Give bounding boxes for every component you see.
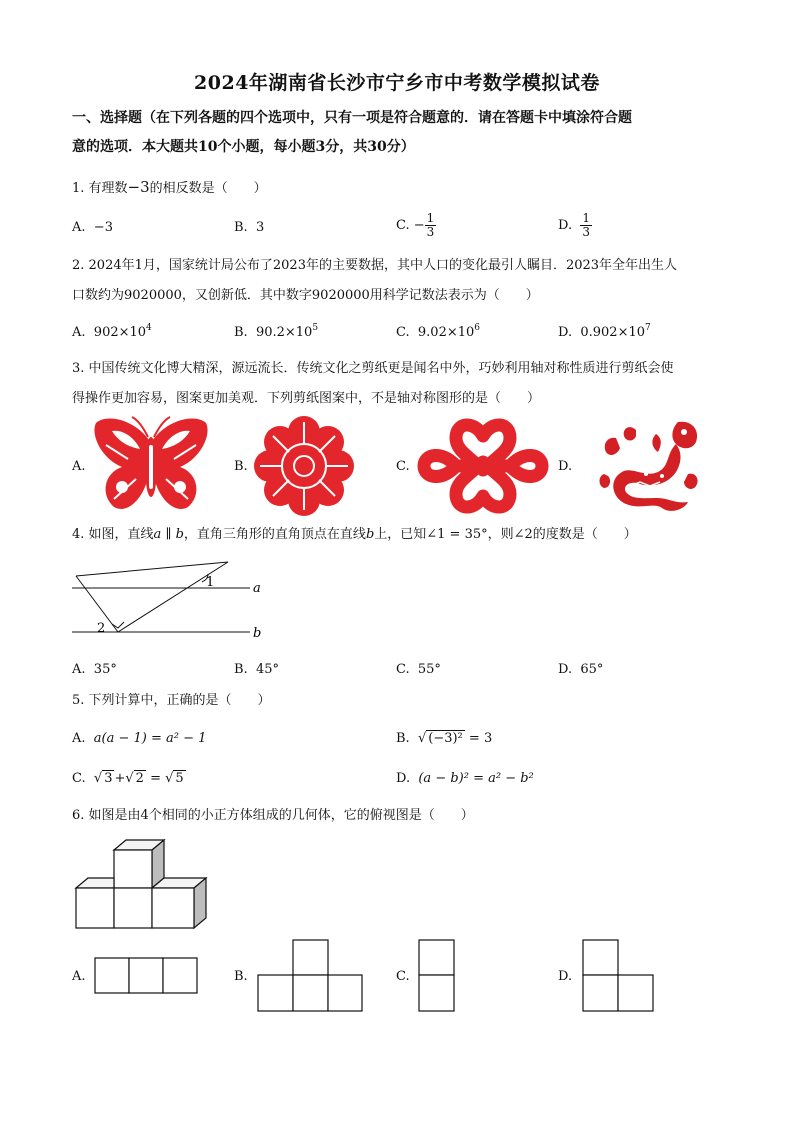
- line-a-label: a: [253, 581, 261, 596]
- page-title: 2024年湖南省长沙市宁乡市中考数学模拟试卷: [194, 72, 600, 94]
- dragon-papercut-image[interactable]: [596, 414, 702, 516]
- q3-option-d-label[interactable]: D.: [558, 459, 573, 474]
- q6-option-c-view[interactable]: [418, 939, 456, 1012]
- question-3-line1: 3. 中国传统文化博大精深，源远流长．传统文化之剪纸更是闻名中外，巧妙利用轴对称性质进行剪纸会使: [72, 361, 674, 376]
- q6-option-a-view[interactable]: [94, 957, 198, 995]
- q4-option-a[interactable]: A. 35°: [72, 662, 117, 677]
- question-6-stem: 6. 如图是由4个相同的小正方体组成的几何体，它的俯视图是（ ）: [72, 808, 474, 823]
- q3-option-c-label[interactable]: C.: [396, 459, 410, 474]
- q1-option-d[interactable]: D. $\frac{1}{3}$: [558, 211, 590, 239]
- question-2-line2: 口数约为9020000，又创新低．其中数字9020000用科学记数法表示为（ ）: [72, 288, 539, 303]
- question-5-stem: 5. 下列计算中，正确的是（ ）: [72, 693, 271, 708]
- line-b-label: b: [253, 626, 262, 641]
- chinese-knot-papercut-image[interactable]: [416, 414, 550, 518]
- q6-option-b-label[interactable]: B.: [234, 969, 248, 984]
- question-1-stem: 1. 有理数−3的相反数是（ ）: [72, 178, 267, 196]
- q1-number: −3: [127, 178, 150, 196]
- q2-option-d[interactable]: D. $0.902\times 10^7$: [558, 323, 651, 340]
- q5-option-c[interactable]: C. √ 3 +√ 2 = √ 5: [72, 771, 184, 786]
- q1-option-a[interactable]: A. −3: [72, 220, 113, 235]
- q5-option-b[interactable]: B. √ (−3)² = 3: [396, 731, 493, 746]
- q2-option-a[interactable]: A. $902\times 10^4$: [72, 323, 152, 340]
- cube-solid-figure: [72, 838, 212, 932]
- q5-option-d[interactable]: D. (a − b)² = a² − b²: [396, 771, 534, 786]
- q2-option-b[interactable]: B. $90.2\times 10^5$: [234, 323, 319, 340]
- question-4-stem: 4. 如图，直线a ∥ b，直角三角形的直角顶点在直线b上，已知∠1 = 35°，则∠2的度数是（ ）: [72, 527, 637, 542]
- section-heading-line1: 一、选择题（在下列各题的四个选项中，只有一项是符合题意的．请在答题卡中填涂符合题: [72, 110, 632, 126]
- parallel-lines-triangle-figure: [70, 560, 270, 642]
- question-2-line1: 2. 2024年1月，国家统计局公布了2023年的主要数据，其中人口的变化最引人瞩目．2023年全年出生人: [72, 258, 678, 273]
- q4-option-c[interactable]: C. 55°: [396, 662, 441, 677]
- q1-option-b[interactable]: B. 3: [234, 220, 265, 235]
- fraction: $\frac{1}{3}$: [582, 211, 590, 239]
- section-heading-line2: 意的选项．本大题共10个小题，每小题3分，共30分）: [72, 139, 415, 155]
- question-3-line2: 得操作更加容易，图案更加美观．下列剪纸图案中，不是轴对称图形的是（ ）: [72, 391, 541, 406]
- q6-option-b-view[interactable]: [257, 939, 363, 1012]
- q6-option-d-label[interactable]: D.: [558, 969, 573, 984]
- flower-papercut-image[interactable]: [253, 416, 355, 516]
- angle-1-label: 1: [206, 575, 215, 590]
- q3-option-b-label[interactable]: B.: [234, 459, 248, 474]
- q6-option-c-label[interactable]: C.: [396, 969, 410, 984]
- q3-option-a-label[interactable]: A.: [72, 459, 86, 474]
- q2-option-c[interactable]: C. $9.02\times 10^6$: [396, 323, 481, 340]
- q6-option-d-view[interactable]: [582, 939, 654, 1012]
- fraction: $\frac{1}{3}$: [426, 211, 435, 239]
- q1-option-c[interactable]: C. − $\frac{1}{3}$: [396, 211, 435, 239]
- butterfly-papercut-image[interactable]: [92, 415, 210, 515]
- q4-option-b[interactable]: B. 45°: [234, 662, 279, 677]
- q4-option-d[interactable]: D. 65°: [558, 662, 604, 677]
- q6-option-a-label[interactable]: A.: [72, 969, 86, 984]
- angle-2-label: 2: [97, 621, 106, 636]
- q5-option-a[interactable]: A. a(a − 1) = a² − 1: [72, 731, 207, 746]
